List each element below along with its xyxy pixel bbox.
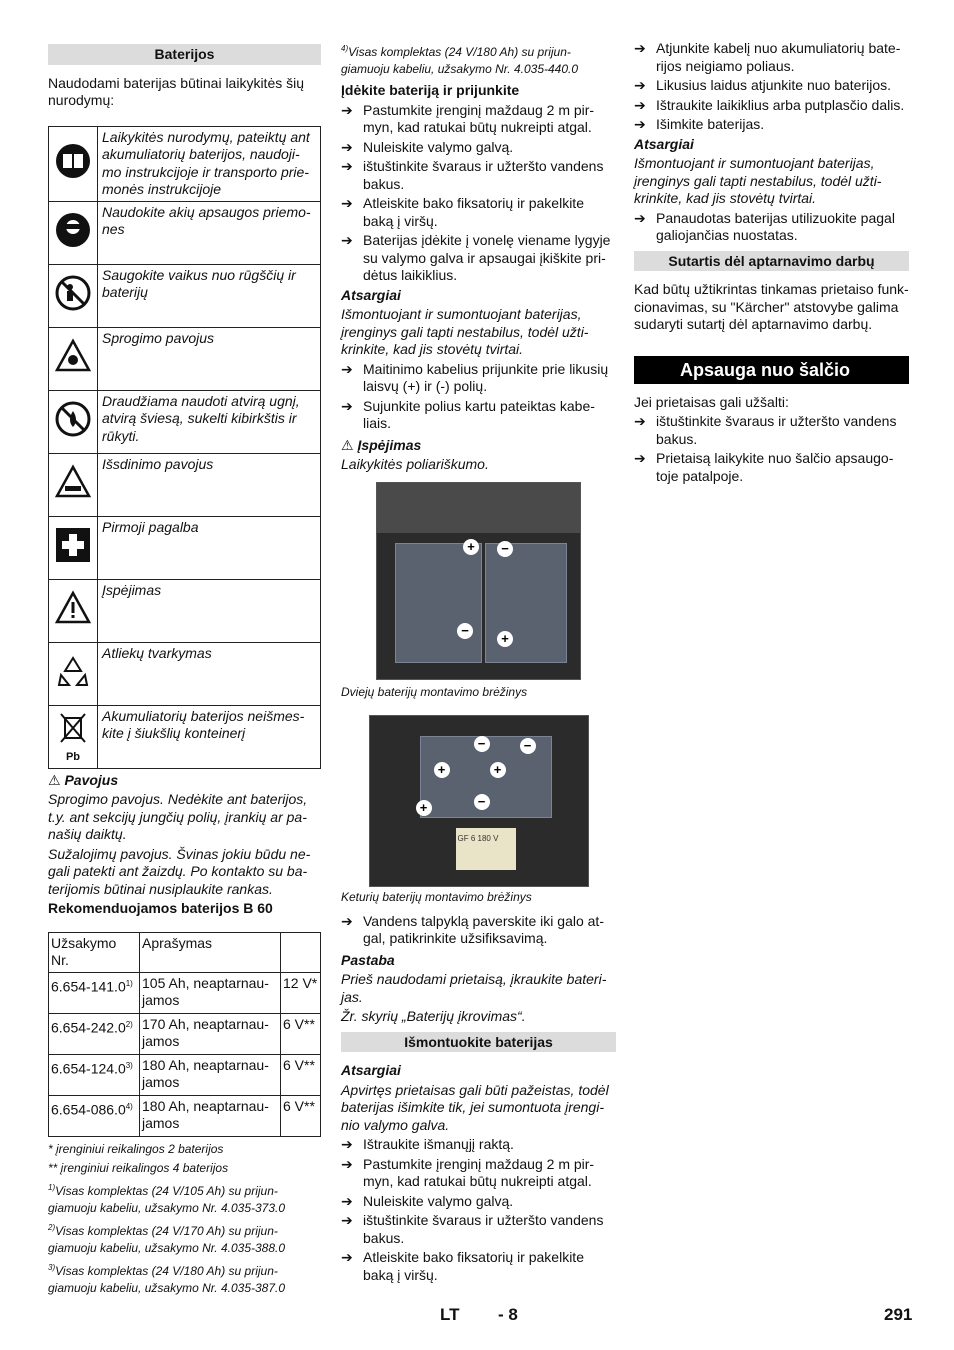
safety-text: Laikykitės nurodymų, pateiktų ant akumuliatorių baterijos, naudoji-mo instrukcijoje ir transporto prie-monės instrukcijoje: [98, 126, 321, 201]
instruction-step: ➔ Panaudotas baterijas utilizuokite pagal galiojančias nuostatas.: [634, 209, 895, 243]
batteries-intro: Naudodami baterijas būtinai laikykitės šių nurodymų:: [48, 74, 305, 108]
instruction-step: ➔ Išimkite baterijas.: [634, 116, 765, 132]
instruction-step: ➔ Ištraukite laikiklius arba putplasčio dalis.: [634, 96, 905, 113]
pb-label: Pb: [65, 750, 81, 763]
battery-table-header: Užsakymo Nr. Aprašymas: [49, 932, 321, 972]
arrow-icon: ➔: [634, 450, 646, 466]
arrow-icon: ➔: [634, 77, 646, 93]
instruction-step: ➔ Pastumkite įrenginį maždaug 2 m pir-myn, kad ratukai būtų nukreipti atgal.: [341, 1155, 595, 1189]
column-1: [48, 40, 321, 1299]
instruction-step: ➔ Vandens talpyklą paverskite iki galo at-gal, patikrinkite užsifiksavimą.: [341, 912, 604, 946]
pole-plus: +: [416, 800, 432, 816]
safety-text: Išsdinimo pavojus: [98, 453, 321, 516]
warning-text: Laikykitės poliariškumo.: [341, 456, 489, 472]
safety-row: [49, 642, 321, 705]
caution-text-3: Išmontuojant ir sumontuojant baterijas, įrenginys gali tapti nestabilus, todėl užti-krinkite, kad jis stovėtų tvirtai.: [634, 155, 882, 206]
keep-children-away-icon: [51, 275, 95, 316]
arrow-icon: ➔: [634, 413, 646, 429]
arrow-icon: ➔: [341, 1192, 353, 1209]
warning-icon: [51, 590, 95, 631]
instruction-step: ➔ Prietaisą laikykite nuo šalčio apsaugo-toje patalpoje.: [634, 450, 894, 484]
instruction-step: ➔ Likusius laidus atjunkite nuo baterijos.: [634, 77, 892, 93]
safety-text: Įspėjimas: [98, 579, 321, 642]
battery-label: GF 6 180 V: [456, 828, 516, 870]
caution-heading-2: Atsargiai: [341, 1062, 401, 1078]
footnote: $^{2)}$Visas komplektas (24 V/170 Ah) su prijun-giamuoju kabeliu, užsakymo Nr. 4.035-388.0: [48, 1222, 286, 1255]
service-contract-text: Kad būtų užtikrintas tinkamas prietaiso funk-cionavimas, su "Kärcher" atstovybe galima sudaryti sutartį dėl aptarnavimo darbų.: [634, 281, 909, 332]
explosion-icon: [51, 338, 95, 379]
four-battery-photo: [369, 715, 589, 887]
arrow-icon: ➔: [634, 96, 646, 113]
safety-row: [49, 264, 321, 327]
footnote: $^{3)}$Visas komplektas (24 V/180 Ah) su prijun-giamuoju kabeliu, užsakymo Nr. 4.035-387.0: [48, 1262, 286, 1295]
arrow-icon: ➔: [341, 158, 353, 174]
note-heading: Pastaba: [341, 951, 395, 968]
section-heading-batteries: Baterijos: [48, 44, 321, 65]
note-text: Prieš naudodami prietaisą, įkraukite bateri-jas.: [341, 971, 607, 1005]
pole-minus: −: [474, 736, 490, 752]
battery-left: [395, 543, 482, 663]
caution-heading-3: Atsargiai: [634, 135, 694, 152]
battery-row: 6.654-124.0$^{3)}$ 180 Ah, neaptarnau-jamos 6 V**: [49, 1054, 321, 1095]
caution-heading: Atsargiai: [341, 286, 401, 303]
arrow-icon: ➔: [341, 232, 353, 248]
safety-text: Atliekų tvarkymas: [98, 642, 321, 705]
footnote-double-star: ** įrenginiui reikalingos 4 baterijos: [48, 1160, 229, 1175]
chapter-heading-frost: Apsauga nuo šalčio: [634, 356, 909, 384]
arrow-icon: ➔: [634, 116, 646, 132]
arrow-icon: ➔: [341, 397, 353, 414]
eye-protection-icon: [51, 212, 95, 253]
order-number: 6.654-124.0: [51, 1060, 126, 1077]
battery-voltage: 6 V**: [281, 1054, 321, 1095]
safety-row: [49, 390, 321, 453]
instruction-step: ➔ Nuleiskite valymo galvą.: [341, 1192, 514, 1209]
safety-text: Sprogimo pavojus: [98, 327, 321, 390]
arrow-icon: ➔: [341, 912, 353, 929]
order-number: 6.654-141.0: [51, 978, 126, 995]
footnote: $^{1)}$Visas komplektas (24 V/105 Ah) su prijun-giamuoju kabeliu, užsakymo Nr. 4.035-373.0: [48, 1182, 286, 1215]
pole-minus: −: [457, 623, 473, 639]
no-bin-icon: [51, 710, 95, 751]
arrow-icon: ➔: [341, 138, 353, 155]
recommended-batteries-heading: Rekomenduojamos baterijos B 60: [48, 900, 273, 916]
instruction-step: ➔ Maitinimo kabelius prijunkite prie likusių laisvų (+) ir (-) polių.: [341, 360, 609, 394]
order-number: 6.654-242.0: [51, 1019, 126, 1036]
warning-icon: ⚠: [341, 436, 354, 453]
battery-description: 170 Ah, neaptarnau-jamos: [140, 1013, 281, 1054]
instruction-step: ➔ Pastumkite įrenginį maždaug 2 m pir-myn, kad ratukai būtų nukreipti atgal.: [341, 101, 595, 135]
battery-table: [48, 932, 321, 1137]
battery-voltage: 6 V**: [281, 1095, 321, 1136]
note-reference: Žr. skyrių „Baterijų įkrovimas“.: [341, 1008, 526, 1024]
pole-minus: −: [497, 541, 513, 557]
caption-four-batteries: Keturių baterijų montavimo brėžinys: [341, 890, 532, 904]
footer-page-number: 291: [884, 1305, 913, 1324]
safety-row: [49, 201, 321, 264]
footer-subpage: - 8: [498, 1305, 518, 1324]
machine-frame: [377, 483, 580, 533]
arrow-icon: ➔: [634, 209, 646, 226]
section-heading-remove: Išmontuokite baterijas: [341, 1032, 616, 1053]
safety-text: Akumuliatorių baterijos neišmes-kite į šiukšlių konteinerį: [98, 705, 321, 768]
instruction-step: ➔ Atleiskite bako fiksatorių ir pakelkite baką į viršų.: [341, 195, 584, 229]
safety-text: Naudokite akių apsaugos priemo-nes: [98, 201, 321, 264]
arrow-icon: ➔: [341, 360, 353, 377]
footnote-star: * įrenginiui reikalingos 2 baterijos: [48, 1141, 224, 1156]
battery-description: 180 Ah, neaptarnau-jamos: [140, 1054, 281, 1095]
battery-voltage: 12 V*: [281, 972, 321, 1013]
no-fire-icon: [51, 401, 95, 442]
arrow-icon: ➔: [341, 1249, 353, 1265]
safety-text: Saugokite vaikus nuo rūgščių ir baterijų: [98, 264, 321, 327]
safety-row: [49, 453, 321, 516]
safety-text: Draudžiama naudoti atvirą ugnį, atvirą šviesą, sukelti kibirkštis ir rūkyti.: [98, 390, 321, 453]
danger-text-2: Sužalojimų pavojus. Švinas jokiu būdu ne-gali patekti ant žaizdų. Po kontakto su ba-terijomis būtinai nusiplaukite rankas.: [48, 845, 311, 897]
first-aid-icon: [51, 527, 95, 568]
warning-heading: ⚠ Įspėjimas: [341, 436, 422, 453]
caption-two-batteries: Dviejų baterijų montavimo brėžinys: [341, 684, 528, 699]
arrow-icon: ➔: [341, 195, 353, 211]
section-heading-service-contract: Sutartis dėl aptarnavimo darbų: [634, 251, 909, 272]
instruction-step: ➔ Atjunkite kabelį nuo akumuliatorių bate-rijos neigiamo poliaus.: [634, 40, 901, 74]
battery-description: 180 Ah, neaptarnau-jamos: [140, 1095, 281, 1136]
instruction-step: ➔ Ištraukite išmanųjį raktą.: [341, 1136, 514, 1152]
corrosive-icon: [51, 464, 95, 505]
order-number: 6.654-086.0: [51, 1101, 126, 1118]
safety-table: [48, 126, 321, 769]
pole-minus: −: [474, 794, 490, 810]
footnote-4: $^{4)}$Visas komplektas (24 V/180 Ah) su prijun-giamuoju kabeliu, užsakymo Nr. 4.035-440.0: [341, 44, 579, 76]
instruction-step: ➔ ištuštinkite švaraus ir užteršto vandens bakus.: [341, 1212, 604, 1246]
safety-row: [49, 579, 321, 642]
arrow-icon: ➔: [341, 1155, 353, 1172]
battery-row: 6.654-242.0$^{2)}$ 170 Ah, neaptarnau-jamos 6 V**: [49, 1013, 321, 1054]
battery-description: 105 Ah, neaptarnau-jamos: [140, 972, 281, 1013]
safety-row: [49, 327, 321, 390]
footer-language: LT: [440, 1305, 460, 1324]
instruction-step: ➔ ištuštinkite švaraus ir užteršto vandens bakus.: [341, 158, 604, 192]
frost-intro: Jei prietaisas gali užšalti:: [634, 393, 789, 410]
arrow-icon: ➔: [634, 40, 646, 56]
instruction-step: ➔ Sujunkite polius kartu pateiktas kabe-liais.: [341, 397, 595, 431]
battery-row: 6.654-086.0$^{4)}$ 180 Ah, neaptarnau-jamos 6 V**: [49, 1095, 321, 1136]
battery-right: [485, 543, 567, 663]
read-manual-icon: [51, 143, 95, 184]
safety-row: [49, 126, 321, 201]
danger-heading: ⚠ Pavojus: [48, 771, 119, 788]
pole-plus: +: [434, 762, 450, 778]
pole-minus: −: [520, 738, 536, 754]
battery-row: 6.654-141.0$^{1)}$ 105 Ah, neaptarnau-jamos 12 V*: [49, 972, 321, 1013]
caution-text: Išmontuojant ir sumontuojant baterijas, įrenginys gali tapti nestabilus, todėl užti-krinkite, kad jis stovėtų tvirtai.: [341, 306, 589, 357]
battery-voltage: 6 V**: [281, 1013, 321, 1054]
danger-text-1: Sprogimo pavojus. Nedėkite ant baterijos, t.y. ant sekcijų jungčių polių, įrankių ar pa-našių daiktų.: [48, 791, 308, 842]
instruction-step: ➔ Atleiskite bako fiksatorių ir pakelkite baką į viršų.: [341, 1249, 584, 1283]
instruction-step: ➔ Baterijas įdėkite į vonelę viename lygyje su valymo galva ir apsaugai įkiškite pri-dėtus laikiklius.: [341, 232, 611, 283]
column-3: [634, 40, 909, 487]
arrow-icon: ➔: [341, 1212, 353, 1228]
pole-plus: +: [490, 762, 506, 778]
recycle-icon: [51, 653, 95, 694]
pole-plus: +: [497, 631, 513, 647]
danger-icon: ⚠: [48, 771, 61, 788]
arrow-icon: ➔: [341, 1136, 353, 1152]
caution-text-2: Apvirtęs prietaisas gali būti pažeistas, todėl baterijas išimkite tik, jei sumontuota įrengi-nio valymo galva.: [341, 1081, 609, 1133]
two-battery-photo: [376, 482, 581, 680]
safety-text: Pirmoji pagalba: [98, 516, 321, 579]
instruction-step: ➔ Nuleiskite valymo galvą.: [341, 138, 514, 155]
column-2: [341, 40, 616, 1286]
install-heading: Įdėkite bateriją ir prijunkite: [341, 82, 520, 98]
safety-row: [49, 516, 321, 579]
safety-row: [49, 705, 321, 768]
instruction-step: ➔ ištuštinkite švaraus ir užteršto vandens bakus.: [634, 413, 897, 447]
arrow-icon: ➔: [341, 101, 353, 118]
pole-plus: +: [463, 539, 479, 555]
